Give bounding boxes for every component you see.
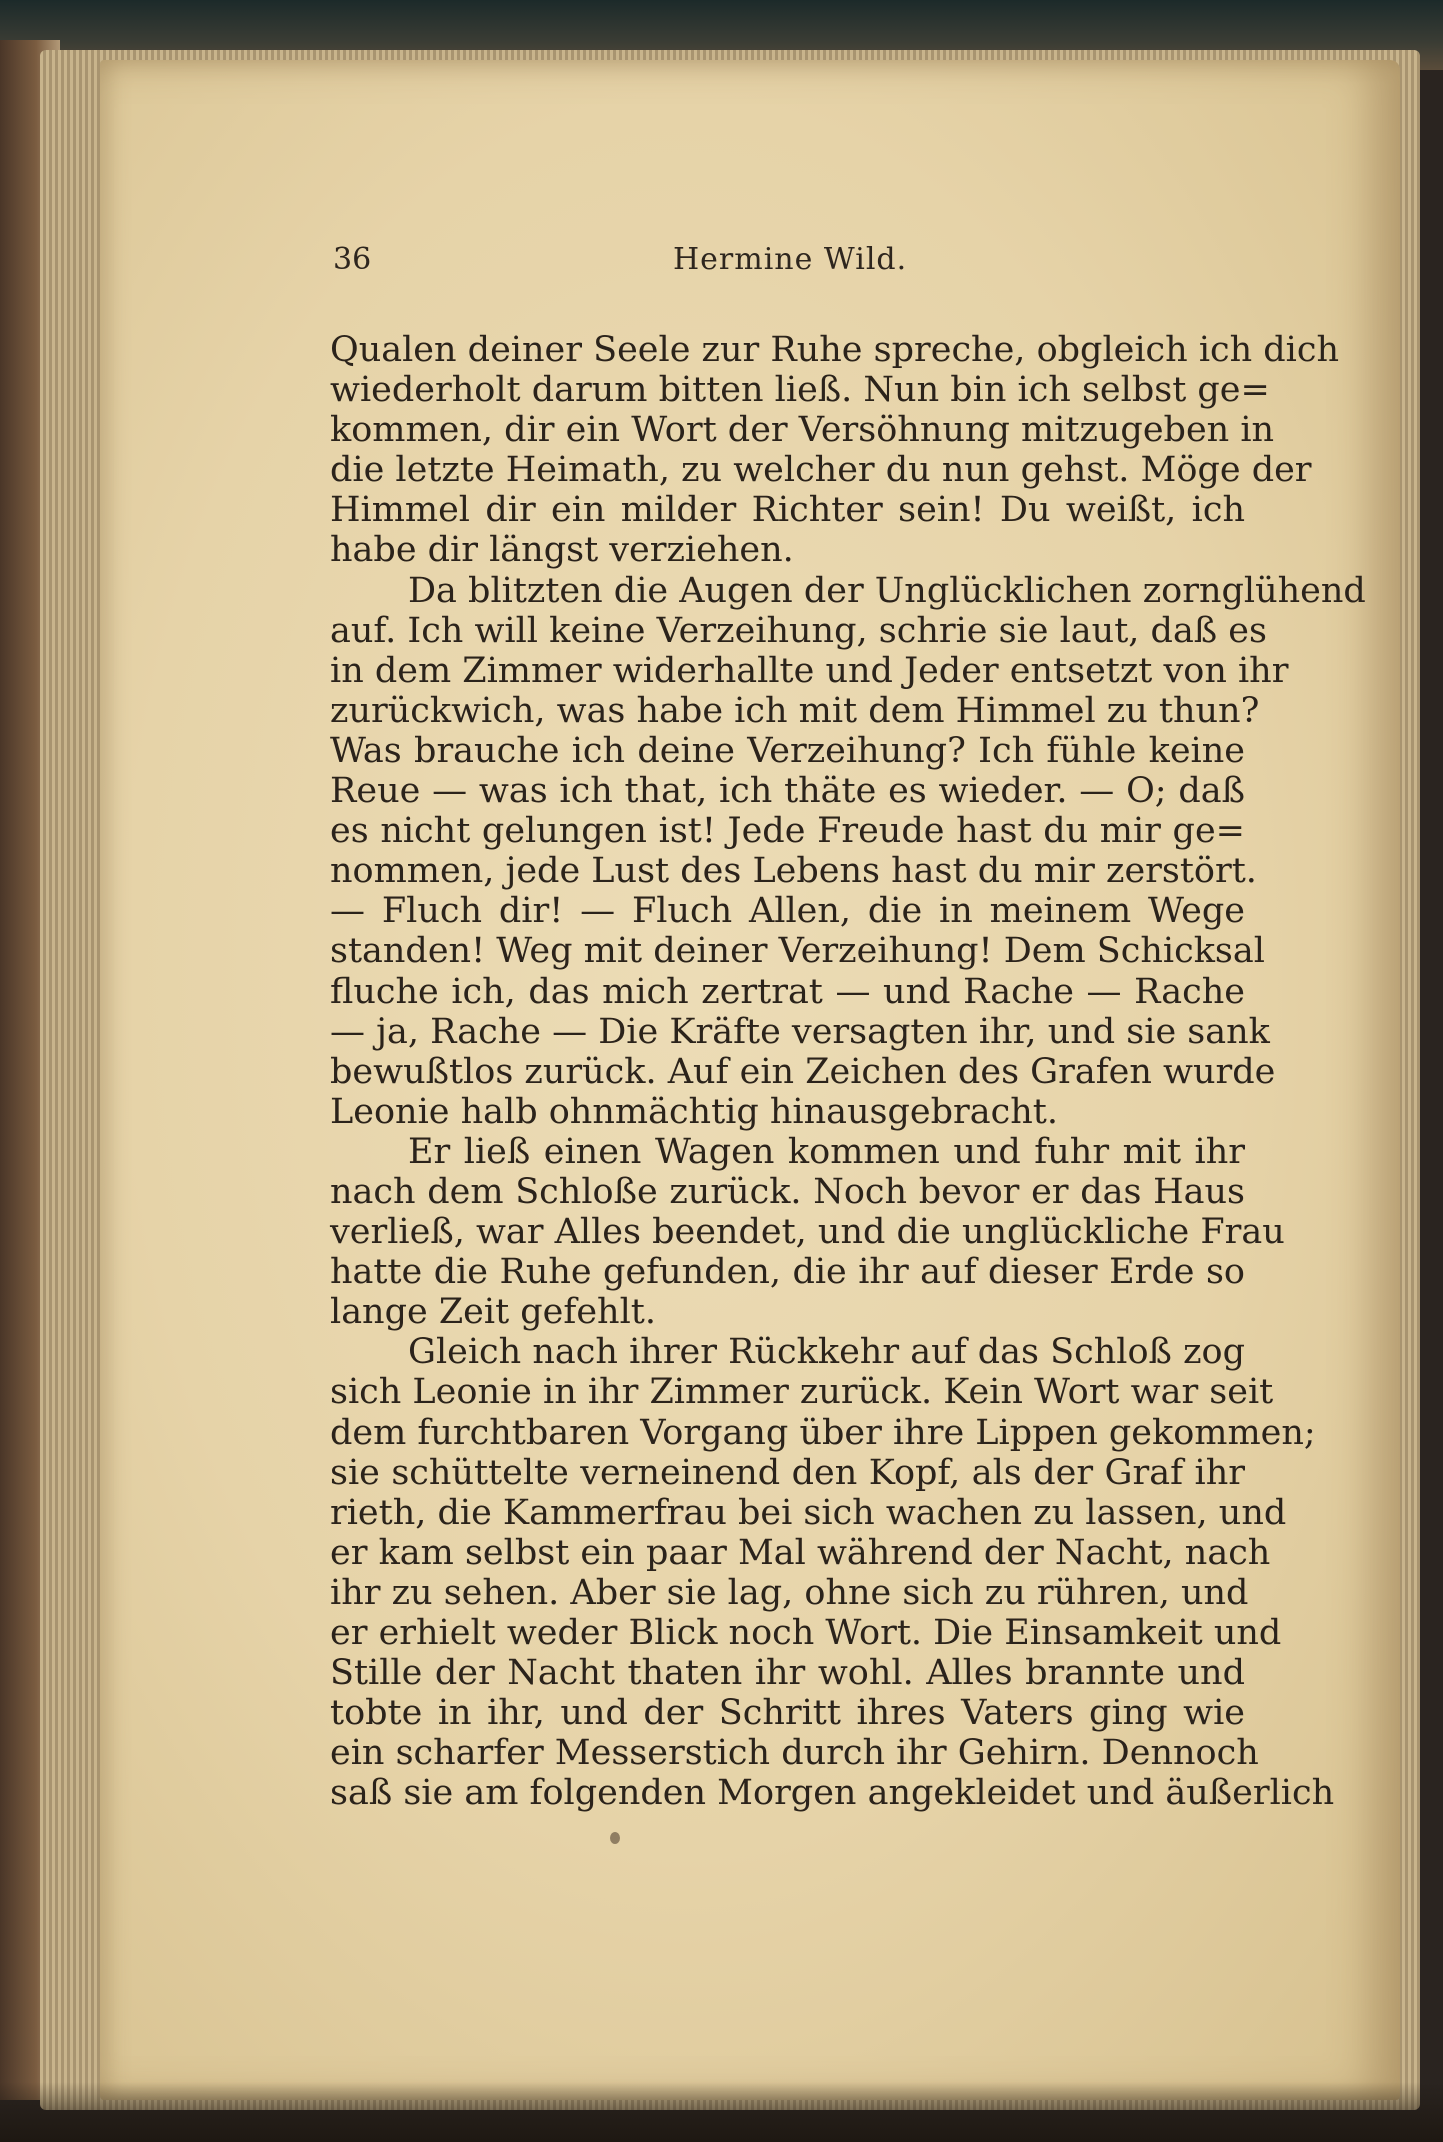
- running-title: Hermine Wild.: [673, 242, 908, 277]
- text-line: Stille der Nacht thaten ihr wohl. Alles brannte und: [330, 1653, 1245, 1694]
- text-line: verließ, war Alles beendet, und die unglückliche Frau: [330, 1212, 1285, 1253]
- text-line: er kam selbst ein paar Mal während der Nacht, nach: [330, 1532, 1271, 1573]
- text-line: hatte die Ruhe gefunden, die ihr auf dieser Erde so: [330, 1252, 1245, 1293]
- text-line: auf. Ich will keine Verzeihung, schrie sie laut, daß es: [330, 610, 1267, 651]
- page-bottom-shadow: [0, 2082, 1443, 2142]
- text-line: Leonie halb ohnmächtig hinausgebracht.: [330, 1091, 1058, 1132]
- text-line: Reue — was ich that, ich thäte es wieder. — O; daß: [330, 771, 1245, 812]
- text-line: fluche ich, das mich zertrat — und Rache — Rache: [330, 971, 1245, 1012]
- text-line: in dem Zimmer widerhallte und Jeder entsetzt von ihr: [330, 650, 1289, 691]
- running-head: [333, 235, 1253, 285]
- text-line: bewußtlos zurück. Auf ein Zeichen des Grafen wurde: [330, 1051, 1276, 1092]
- text-line: es nicht gelungen ist! Jede Freude hast du mir ge=: [330, 811, 1245, 852]
- page-number: 36: [333, 242, 372, 277]
- text-line: — ja, Rache — Die Kräfte versagten ihr, und sie sank: [330, 1011, 1270, 1052]
- text-line: Himmel dir ein milder Richter sein! Du weißt, ich: [330, 490, 1245, 531]
- text-line: tobte in ihr, und der Schritt ihres Vaters ging wie: [330, 1693, 1245, 1734]
- text-line: kommen, dir ein Wort der Versöhnung mitzugeben in: [330, 410, 1275, 451]
- paragraph-first-line: Gleich nach ihrer Rückkehr auf das Schloß zog: [408, 1332, 1245, 1373]
- text-line: wiederholt darum bitten ließ. Nun bin ich selbst ge=: [330, 370, 1270, 411]
- text-line: zurückwich, was habe ich mit dem Himmel zu thun?: [330, 690, 1260, 731]
- text-line: nommen, jede Lust des Lebens hast du mir zerstört.: [330, 851, 1257, 892]
- text-line: Qualen deiner Seele zur Ruhe spreche, obgleich ich dich: [330, 330, 1340, 370]
- ink-smudge: [610, 1832, 620, 1844]
- text-line: ihr zu sehen. Aber sie lag, ohne sich zu rühren, und: [330, 1572, 1249, 1613]
- text-line: ein scharfer Messerstich durch ihr Gehirn. Dennoch: [330, 1733, 1259, 1774]
- text-line: saß sie am folgenden Morgen angekleidet und äußerlich: [330, 1773, 1335, 1814]
- text-line: sich Leonie in ihr Zimmer zurück. Kein Wort war seit: [330, 1372, 1274, 1413]
- text-line: die letzte Heimath, zu welcher du nun gehst. Möge der: [330, 450, 1312, 491]
- text-line: rieth, die Kammerfrau bei sich wachen zu lassen, und: [330, 1492, 1287, 1533]
- text-line: habe dir längst verziehen.: [330, 530, 794, 571]
- body-text: [330, 330, 1366, 1814]
- text-line: nach dem Schloße zurück. Noch bevor er das Haus: [330, 1171, 1245, 1212]
- text-line: lange Zeit gefehlt.: [330, 1292, 656, 1333]
- paragraph-first-line: Er ließ einen Wagen kommen und fuhr mit ihr: [408, 1131, 1245, 1172]
- text-line: — Fluch dir! — Fluch Allen, die in meinem Wege: [330, 891, 1245, 932]
- text-line: er erhielt weder Blick noch Wort. Die Einsamkeit und: [330, 1613, 1282, 1653]
- paragraph-first-line: Da blitzten die Augen der Unglücklichen zornglühend: [408, 570, 1366, 611]
- text-line: sie schüttelte verneinend den Kopf, als der Graf ihr: [330, 1452, 1245, 1493]
- text-line: dem furchtbaren Vorgang über ihre Lippen gekommen;: [330, 1412, 1316, 1453]
- text-line: Was brauche ich deine Verzeihung? Ich fühle keine: [330, 730, 1245, 771]
- text-line: standen! Weg mit deiner Verzeihung! Dem Schicksal: [330, 931, 1265, 972]
